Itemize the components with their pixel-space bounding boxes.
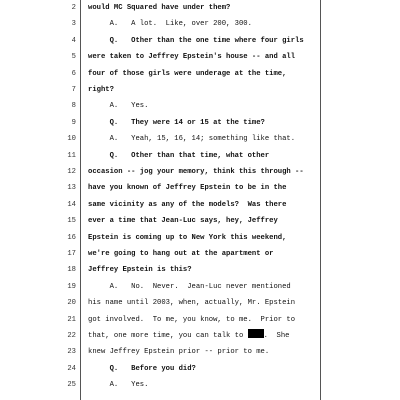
line-number: 19 — [67, 282, 76, 291]
transcript-line — [0, 0, 400, 17]
transcript-line — [0, 82, 400, 99]
transcript-line — [0, 312, 400, 329]
line-number: 8 — [71, 102, 76, 111]
line-text: Q. They were 14 or 15 at the time? — [88, 118, 265, 127]
line-text: occasion -- jog your memory, think this through -- — [88, 168, 304, 176]
transcript-line — [0, 131, 400, 148]
line-number: 17 — [67, 250, 76, 258]
line-number: 2 — [71, 4, 76, 12]
line-number: 24 — [67, 364, 76, 373]
transcript-line — [0, 377, 400, 394]
transcript-line — [0, 246, 400, 263]
line-number: 18 — [67, 266, 76, 275]
line-text: right? — [88, 86, 114, 94]
line-text: A. Yes. — [88, 381, 149, 390]
line-number: 7 — [71, 86, 76, 94]
line-text: Jeffrey Epstein is this? — [88, 266, 192, 275]
line-number: 4 — [71, 36, 76, 45]
line-text: A. A lot. Like, over 200, 300. — [88, 20, 252, 29]
transcript-line — [0, 16, 400, 33]
transcript-line — [0, 262, 400, 279]
line-text — [88, 328, 318, 345]
line-text: A. No. Never. Jean-Luc never mentioned — [88, 282, 291, 291]
transcript-line — [0, 279, 400, 296]
transcript-line — [0, 66, 400, 83]
line-text: Q. Other than that time, what other — [88, 151, 270, 160]
line-number: 15 — [67, 217, 76, 226]
line-number: 25 — [67, 381, 76, 390]
line-number: 9 — [71, 118, 76, 127]
line-text: ever a time that Jean-Luc says, hey, Jeffrey — [88, 217, 278, 226]
line-text: his name until 2003, when, actually, Mr. Epstein — [88, 299, 296, 308]
line-number: 12 — [67, 168, 76, 176]
transcript-line — [0, 164, 400, 181]
line-text: we're going to hang out at the apartment or — [88, 250, 274, 258]
redaction-block — [248, 329, 264, 338]
line-text: would MC Squared have under them? — [88, 4, 231, 12]
line-number: 23 — [67, 348, 76, 357]
line-number: 10 — [67, 135, 76, 144]
transcript-line — [0, 180, 400, 197]
line-number: 16 — [67, 233, 76, 242]
line-text: have you known of Jeffrey Epstein to be in the — [88, 184, 287, 193]
line-number: 11 — [67, 151, 76, 160]
transcript-line — [0, 197, 400, 214]
transcript-line — [0, 33, 400, 50]
transcript-line — [0, 328, 400, 345]
transcript-line — [0, 148, 400, 165]
line-number: 6 — [71, 69, 76, 78]
line-number: 13 — [67, 184, 76, 193]
transcript-line — [0, 344, 400, 361]
line-number: 14 — [67, 200, 76, 209]
transcript-line — [0, 230, 400, 247]
line-number: 22 — [67, 332, 76, 340]
transcript-line — [0, 98, 400, 115]
line-text-before-redaction: that, one more time, you can talk to — [88, 332, 248, 340]
line-number: 21 — [67, 315, 76, 324]
transcript-line — [0, 49, 400, 66]
line-text-after-redaction: . She — [263, 332, 290, 340]
line-text: Q. Other than the one time where four girls — [88, 36, 304, 45]
line-text: knew Jeffrey Epstein prior -- prior to me. — [88, 348, 270, 357]
line-text: four of those girls were underage at the time, — [88, 69, 287, 78]
line-text: A. Yes. — [88, 102, 149, 111]
line-text: A. Yeah, 15, 16, 14; something like that. — [88, 135, 296, 144]
line-text: Epstein is coming up to New York this weekend, — [88, 233, 287, 242]
line-number: 20 — [67, 299, 76, 308]
line-text: were taken to Jeffrey Epstein's house -- and all — [88, 53, 296, 62]
transcript-line — [0, 115, 400, 132]
transcript-line — [0, 213, 400, 230]
line-text: same vicinity as any of the models? Was there — [88, 200, 287, 209]
transcript-line — [0, 361, 400, 378]
line-number: 3 — [71, 20, 76, 29]
line-text: got involved. To me, you know, to me. Prior to — [88, 315, 296, 324]
transcript-line — [0, 295, 400, 312]
line-number: 5 — [71, 53, 76, 62]
line-text: Q. Before you did? — [88, 364, 196, 373]
